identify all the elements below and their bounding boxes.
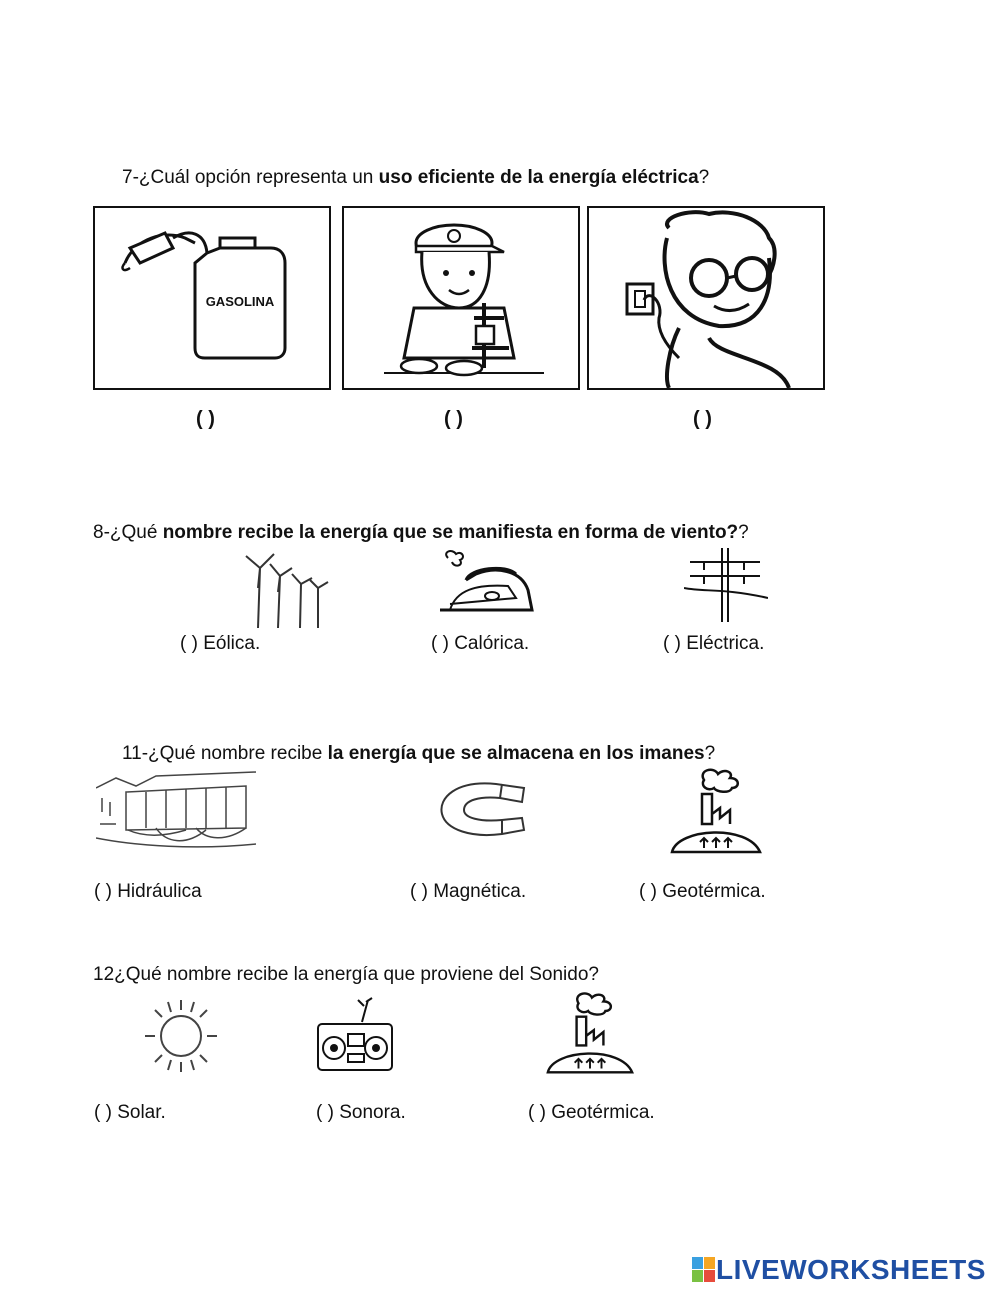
- radio-icon: [312, 996, 396, 1078]
- question-12: 12¿Qué nombre recibe la energía que proviene del Sonido?: [93, 964, 599, 985]
- gas-can-image-box: [93, 206, 331, 390]
- q12-option-geotermica[interactable]: ( ) Geotérmica.: [528, 1102, 655, 1123]
- geothermal-plant-icon: [668, 766, 764, 856]
- power-pole-icon: [684, 548, 768, 622]
- q11-option-hidraulica[interactable]: ( ) Hidráulica: [94, 881, 202, 902]
- q8-option-eolica[interactable]: ( ) Eólica.: [180, 633, 261, 654]
- can-label: GASOLINA: [205, 294, 275, 309]
- q11-option-geotermica[interactable]: ( ) Geotérmica.: [639, 881, 766, 902]
- geothermal-plant-icon-2: [544, 988, 636, 1078]
- q12-option-sonora[interactable]: ( ) Sonora.: [316, 1102, 406, 1123]
- gasoline-can-icon: [95, 208, 329, 388]
- iron-icon: [436, 550, 536, 618]
- sun-icon: [138, 996, 224, 1076]
- child-turning-off-light-icon: [589, 208, 823, 388]
- liveworksheets-blocks-icon: [692, 1257, 716, 1283]
- child-light-switch-image-box: [587, 206, 825, 390]
- question-11: 11-¿Qué nombre recibe la energía que se almacena en los imanes?: [122, 743, 716, 764]
- question-7: 7-¿Cuál opción representa un uso eficiente de la energía eléctrica?: [122, 167, 710, 188]
- wind-turbines-icon: [238, 548, 338, 630]
- worker-fixing-pipe-icon: [344, 208, 578, 388]
- dam-icon: [96, 768, 256, 858]
- magnet-icon: [436, 778, 528, 840]
- liveworksheets-logo: [692, 1254, 986, 1286]
- q8-option-calorica[interactable]: ( ) Calórica.: [431, 633, 530, 654]
- q11-option-magnetica[interactable]: ( ) Magnética.: [410, 881, 527, 902]
- q7-answer-3[interactable]: ( ): [693, 408, 712, 430]
- q8-option-electrica[interactable]: ( ) Eléctrica.: [663, 633, 765, 654]
- liveworksheets-brand: LIVEWORKSHEETS: [716, 1254, 986, 1285]
- q12-option-solar[interactable]: ( ) Solar.: [94, 1102, 166, 1123]
- q7-answer-2[interactable]: ( ): [444, 408, 463, 430]
- worker-image-box: [342, 206, 580, 390]
- q7-answer-1[interactable]: ( ): [196, 408, 215, 430]
- question-8: 8-¿Qué nombre recibe la energía que se manifiesta en forma de viento??: [93, 522, 749, 543]
